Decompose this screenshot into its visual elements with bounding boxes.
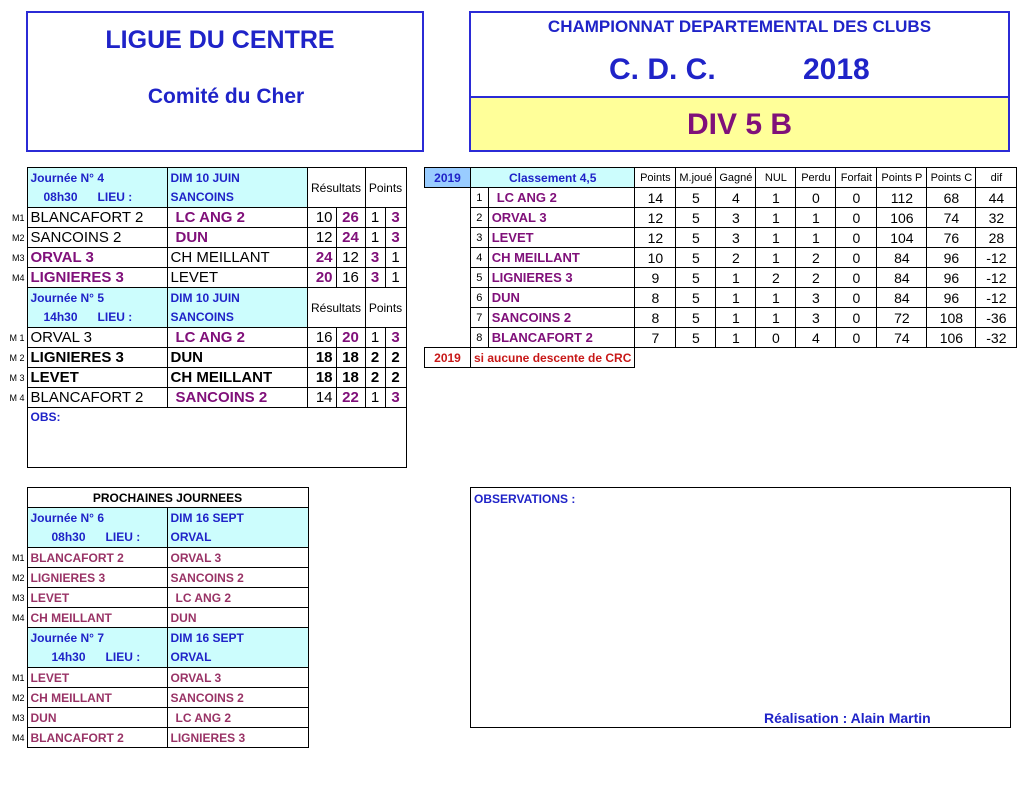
division-banner	[471, 96, 1008, 150]
match-number: M 3	[9, 372, 25, 383]
rank: 8	[471, 328, 489, 348]
stat-nul: 1	[756, 208, 796, 228]
stat-forfait: 0	[836, 188, 877, 208]
stat-gagn-: 1	[716, 288, 756, 308]
spacer-cell	[425, 208, 471, 228]
day4-matches	[7, 208, 406, 288]
day4-header-row	[7, 168, 406, 188]
stat-m-jou-: 5	[676, 268, 716, 288]
away-team[interactable]: LC ANG 2	[167, 208, 307, 228]
committee-subtitle: Comité du Cher	[147, 85, 305, 108]
stat-points: 10	[635, 248, 676, 268]
day5-points-label: Points	[365, 288, 406, 328]
standings-title: Classement 4,5	[471, 168, 635, 188]
match-number: M4	[11, 272, 25, 283]
stat-gagn-: 3	[716, 228, 756, 248]
next-days-table	[7, 487, 309, 748]
home-team[interactable]: LIGNIERES 3	[27, 568, 167, 588]
league-title: LIGUE DU CENTRE	[105, 26, 335, 54]
match-row	[7, 348, 406, 368]
stat-points-c: 106	[927, 328, 976, 348]
team-name[interactable]: LC ANG 2	[488, 188, 635, 208]
stat-dif: 28	[976, 228, 1017, 248]
home-team[interactable]: LEVET	[27, 368, 167, 388]
stat-dif: 44	[976, 188, 1017, 208]
stat-gagn-: 1	[716, 308, 756, 328]
stat-dif: -36	[976, 308, 1017, 328]
standings-row	[425, 208, 1017, 228]
stat-nul: 1	[756, 288, 796, 308]
standings-row	[425, 308, 1017, 328]
standings-section	[424, 167, 1017, 368]
home-team[interactable]: DUN	[27, 708, 167, 728]
day6-lieu-label: LIEU :	[105, 530, 141, 545]
rank: 4	[471, 248, 489, 268]
stat-points-p: 84	[877, 288, 927, 308]
col-lost: Perdu	[796, 168, 836, 188]
observations-box[interactable]	[470, 487, 1011, 728]
championship-header	[469, 11, 1010, 152]
standings-rows	[425, 188, 1017, 348]
match-number: M1	[11, 672, 25, 683]
match-number: M2	[11, 692, 25, 703]
spacer-cell	[425, 228, 471, 248]
home-team[interactable]: LEVET	[27, 668, 167, 688]
day4-date: DIM 10 JUIN	[167, 168, 307, 188]
spacer-cell	[425, 308, 471, 328]
league-header	[26, 11, 424, 152]
home-score: 12	[307, 228, 336, 248]
stat-points-p: 112	[877, 188, 927, 208]
home-team[interactable]: ORVAL 3	[27, 248, 167, 268]
away-team[interactable]: LC ANG 2	[167, 328, 307, 348]
stat-points: 12	[635, 228, 676, 248]
stat-perdu: 0	[796, 188, 836, 208]
team-name[interactable]: DUN	[488, 288, 635, 308]
team-name[interactable]: BLANCAFORT 2	[488, 328, 635, 348]
standings-row	[425, 268, 1017, 288]
stat-dif: -12	[976, 268, 1017, 288]
rank: 7	[471, 308, 489, 328]
match-row	[7, 368, 406, 388]
day6-date: DIM 16 SEPT	[167, 508, 308, 528]
day5-time: 14h30	[43, 310, 78, 325]
stat-forfait: 0	[836, 328, 877, 348]
away-team[interactable]: CH MEILLANT	[167, 248, 307, 268]
stat-m-jou-: 5	[676, 188, 716, 208]
away-points: 1	[385, 248, 406, 268]
day6-time-lieu	[27, 528, 167, 548]
home-team[interactable]: LIGNIERES 3	[27, 348, 167, 368]
standings-row	[425, 188, 1017, 208]
results-section	[7, 167, 407, 468]
day6-label: Journée N° 6	[27, 508, 167, 528]
match-number: M2	[11, 572, 25, 583]
day7-date: DIM 16 SEPT	[167, 628, 308, 648]
stat-points-c: 76	[927, 228, 976, 248]
fixture-row	[7, 548, 308, 568]
stat-points-c: 96	[927, 288, 976, 308]
note-text: si aucune descente de CRC	[471, 348, 635, 368]
stat-points: 12	[635, 208, 676, 228]
stat-gagn-: 2	[716, 248, 756, 268]
match-row	[7, 328, 406, 348]
day4-lieu: SANCOINS	[167, 188, 307, 208]
stat-m-jou-: 5	[676, 248, 716, 268]
home-points: 2	[365, 348, 385, 368]
standings-header-row	[425, 168, 1017, 188]
cdc-label: C. D. C.	[609, 53, 716, 86]
away-team[interactable]: DUN	[167, 348, 307, 368]
home-team[interactable]: BLANCAFORT 2	[27, 388, 167, 408]
home-score: 10	[307, 208, 336, 228]
home-team[interactable]: BLANCAFORT 2	[27, 548, 167, 568]
match-number: M1	[11, 212, 25, 223]
match-number: M4	[11, 732, 25, 743]
day5-matches	[7, 328, 406, 408]
day5-header-row	[7, 288, 406, 308]
home-team[interactable]: ORVAL 3	[27, 328, 167, 348]
team-name[interactable]: LIGNIERES 3	[488, 268, 635, 288]
note-year: 2019	[425, 348, 471, 368]
stat-points-p: 104	[877, 228, 927, 248]
away-team[interactable]: DUN	[167, 228, 307, 248]
stat-forfait: 0	[836, 208, 877, 228]
stat-points-c: 74	[927, 208, 976, 228]
rank: 6	[471, 288, 489, 308]
stat-nul: 1	[756, 188, 796, 208]
away-score: 22	[336, 388, 365, 408]
match-number: M 2	[9, 352, 25, 363]
team-name[interactable]: SANCOINS 2	[488, 308, 635, 328]
home-team[interactable]: LEVET	[27, 588, 167, 608]
results-table	[7, 167, 407, 468]
team-name[interactable]: CH MEILLANT	[488, 248, 635, 268]
away-team[interactable]: ORVAL 3	[167, 548, 308, 568]
fixture-row	[7, 568, 308, 588]
home-points: 3	[365, 248, 385, 268]
next-days-title: PROCHAINES JOURNEES	[27, 488, 308, 508]
home-team[interactable]: CH MEILLANT	[27, 688, 167, 708]
day4-points-label: Points	[365, 168, 406, 208]
away-team[interactable]: LIGNIERES 3	[167, 728, 308, 748]
home-score: 20	[307, 268, 336, 288]
home-score: 24	[307, 248, 336, 268]
home-team[interactable]: SANCOINS 2	[27, 228, 167, 248]
obs-row	[7, 408, 406, 468]
day4-results-label: Résultats	[307, 168, 365, 208]
day4-time-lieu	[27, 188, 167, 208]
day7-time-lieu	[27, 648, 167, 668]
stat-gagn-: 1	[716, 328, 756, 348]
fixture-row	[7, 588, 308, 608]
stat-perdu: 1	[796, 228, 836, 248]
rank: 5	[471, 268, 489, 288]
match-number: M1	[11, 552, 25, 563]
home-points: 3	[365, 268, 385, 288]
home-team[interactable]: BLANCAFORT 2	[27, 208, 167, 228]
rank: 3	[471, 228, 489, 248]
away-team[interactable]: LC ANG 2	[167, 708, 308, 728]
match-row	[7, 268, 406, 288]
col-draw: NUL	[756, 168, 796, 188]
col-points-for: Points P	[877, 168, 927, 188]
away-points: 3	[385, 328, 406, 348]
rank: 1	[471, 188, 489, 208]
match-number: M 1	[9, 332, 25, 343]
credit-text: Réalisation : Alain Martin	[764, 710, 931, 726]
stat-points: 8	[635, 288, 676, 308]
home-points: 1	[365, 328, 385, 348]
match-row	[7, 388, 406, 408]
spacer-cell	[425, 268, 471, 288]
match-number: M4	[11, 612, 25, 623]
stat-nul: 2	[756, 268, 796, 288]
stat-points-p: 84	[877, 248, 927, 268]
stat-forfait: 0	[836, 248, 877, 268]
day6-time: 08h30	[51, 530, 86, 545]
home-score: 18	[307, 348, 336, 368]
match-row	[7, 248, 406, 268]
stat-perdu: 4	[796, 328, 836, 348]
match-number: M2	[11, 232, 25, 243]
stat-m-jou-: 5	[676, 328, 716, 348]
stat-points-c: 96	[927, 268, 976, 288]
home-points: 1	[365, 388, 385, 408]
stat-points: 8	[635, 308, 676, 328]
standings-year: 2019	[425, 168, 471, 188]
away-score: 12	[336, 248, 365, 268]
away-team[interactable]: SANCOINS 2	[167, 688, 308, 708]
col-forfeit: Forfait	[836, 168, 877, 188]
stat-m-jou-: 5	[676, 288, 716, 308]
division-label: DIV 5 B	[686, 108, 793, 141]
stat-points-c: 108	[927, 308, 976, 328]
match-row	[7, 228, 406, 248]
match-row	[7, 208, 406, 228]
away-points: 3	[385, 228, 406, 248]
away-score: 20	[336, 328, 365, 348]
home-points: 1	[365, 228, 385, 248]
away-points: 3	[385, 208, 406, 228]
obs-label[interactable]: OBS:	[27, 408, 406, 468]
day6-matches	[7, 548, 308, 628]
stat-perdu: 1	[796, 208, 836, 228]
away-team[interactable]: DUN	[167, 608, 308, 628]
standings-row	[425, 288, 1017, 308]
stat-perdu: 3	[796, 288, 836, 308]
stat-nul: 1	[756, 248, 796, 268]
standings-row	[425, 328, 1017, 348]
away-score: 18	[336, 348, 365, 368]
away-points: 3	[385, 388, 406, 408]
standings-row	[425, 228, 1017, 248]
standings-note-row	[425, 348, 1017, 368]
standings-row	[425, 248, 1017, 268]
stat-points-p: 84	[877, 268, 927, 288]
standings-table	[424, 167, 1017, 368]
home-team[interactable]: BLANCAFORT 2	[27, 728, 167, 748]
fixture-row	[7, 728, 308, 748]
col-won: Gagné	[716, 168, 756, 188]
stat-dif: -32	[976, 328, 1017, 348]
away-score: 26	[336, 208, 365, 228]
stat-dif: -12	[976, 288, 1017, 308]
stat-m-jou-: 5	[676, 228, 716, 248]
fixture-row	[7, 688, 308, 708]
championship-title: CHAMPIONNAT DEPARTEMENTAL DES CLUBS	[547, 17, 932, 36]
stat-points-p: 106	[877, 208, 927, 228]
spacer-cell	[425, 188, 471, 208]
col-points-against: Points C	[927, 168, 976, 188]
away-team[interactable]: LEVET	[167, 268, 307, 288]
away-score: 18	[336, 368, 365, 388]
day6-lieu: ORVAL	[167, 528, 308, 548]
match-number: M 4	[9, 392, 25, 403]
stat-forfait: 0	[836, 308, 877, 328]
match-number: M3	[11, 252, 25, 263]
day7-lieu: ORVAL	[167, 648, 308, 668]
stat-points: 9	[635, 268, 676, 288]
home-team[interactable]: LIGNIERES 3	[27, 268, 167, 288]
home-points: 1	[365, 208, 385, 228]
home-points: 2	[365, 368, 385, 388]
away-points: 2	[385, 348, 406, 368]
day5-lieu-label: LIEU :	[97, 310, 133, 325]
spacer-cell	[425, 248, 471, 268]
stat-m-jou-: 5	[676, 208, 716, 228]
stat-forfait: 0	[836, 228, 877, 248]
stat-m-jou-: 5	[676, 308, 716, 328]
stat-points: 14	[635, 188, 676, 208]
away-points: 2	[385, 368, 406, 388]
spacer-cell	[425, 288, 471, 308]
col-played: M.joué	[676, 168, 716, 188]
season-year: 2018	[803, 53, 870, 86]
away-team[interactable]: SANCOINS 2	[167, 568, 308, 588]
stat-gagn-: 1	[716, 268, 756, 288]
away-points: 1	[385, 268, 406, 288]
day4-lieu-label: LIEU :	[97, 190, 133, 205]
stat-points-p: 72	[877, 308, 927, 328]
stat-perdu: 3	[796, 308, 836, 328]
next-days-section	[7, 487, 309, 748]
stat-nul: 0	[756, 328, 796, 348]
day7-label: Journée N° 7	[27, 628, 167, 648]
stat-points-p: 74	[877, 328, 927, 348]
stat-nul: 1	[756, 308, 796, 328]
rank: 2	[471, 208, 489, 228]
day5-results-label: Résultats	[307, 288, 365, 328]
team-name[interactable]: ORVAL 3	[488, 208, 635, 228]
day4-time: 08h30	[43, 190, 78, 205]
stat-forfait: 0	[836, 268, 877, 288]
home-team[interactable]: CH MEILLANT	[27, 608, 167, 628]
day7-lieu-label: LIEU :	[105, 650, 141, 665]
away-team[interactable]: LC ANG 2	[167, 588, 308, 608]
match-number: M3	[11, 712, 25, 723]
away-team[interactable]: SANCOINS 2	[167, 388, 307, 408]
team-name[interactable]: LEVET	[488, 228, 635, 248]
away-team[interactable]: ORVAL 3	[167, 668, 308, 688]
day5-date: DIM 10 JUIN	[167, 288, 307, 308]
stat-points: 7	[635, 328, 676, 348]
fixture-row	[7, 668, 308, 688]
stat-forfait: 0	[836, 288, 877, 308]
fixture-row	[7, 608, 308, 628]
day5-time-lieu	[27, 308, 167, 328]
match-number: M3	[11, 592, 25, 603]
home-score: 18	[307, 368, 336, 388]
stat-perdu: 2	[796, 248, 836, 268]
col-diff: dif	[976, 168, 1017, 188]
day7-time: 14h30	[51, 650, 86, 665]
away-team[interactable]: CH MEILLANT	[167, 368, 307, 388]
day5-label: Journée N° 5	[27, 288, 167, 308]
home-score: 14	[307, 388, 336, 408]
fixture-row	[7, 708, 308, 728]
day7-matches	[7, 668, 308, 748]
stat-points-c: 96	[927, 248, 976, 268]
stat-points-c: 68	[927, 188, 976, 208]
home-score: 16	[307, 328, 336, 348]
observations-label: OBSERVATIONS :	[474, 492, 576, 506]
stat-nul: 1	[756, 228, 796, 248]
away-score: 24	[336, 228, 365, 248]
stat-perdu: 2	[796, 268, 836, 288]
col-points: Points	[635, 168, 676, 188]
stat-gagn-: 3	[716, 208, 756, 228]
spacer-cell	[425, 328, 471, 348]
stat-gagn-: 4	[716, 188, 756, 208]
away-score: 16	[336, 268, 365, 288]
stat-dif: -12	[976, 248, 1017, 268]
day5-lieu: SANCOINS	[167, 308, 307, 328]
stat-dif: 32	[976, 208, 1017, 228]
day4-label: Journée N° 4	[27, 168, 167, 188]
